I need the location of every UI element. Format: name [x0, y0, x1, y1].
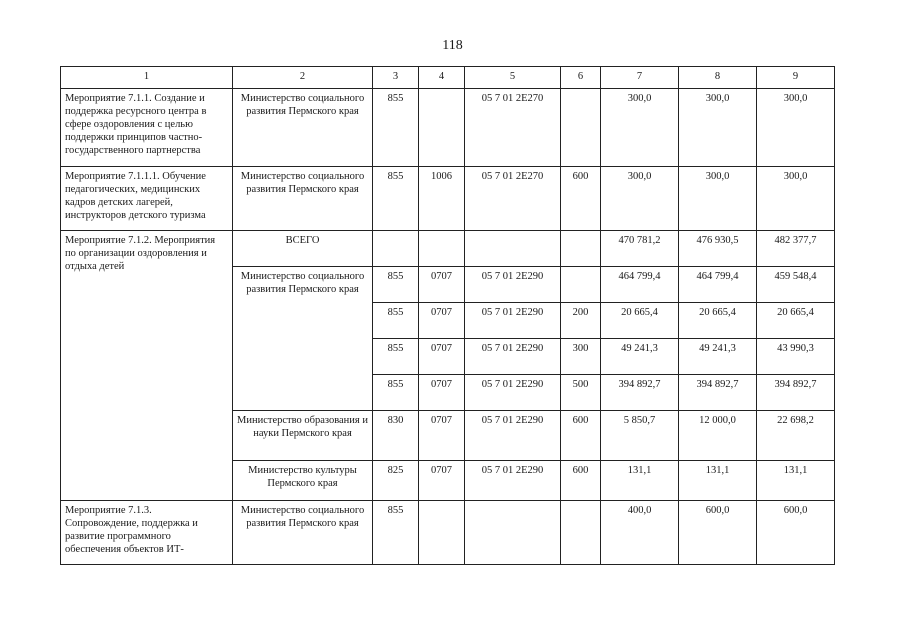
cell-c3: [373, 231, 419, 267]
column-header: 3: [373, 67, 419, 89]
cell-c8: 20 665,4: [679, 303, 757, 339]
cell-c7: 49 241,3: [601, 339, 679, 375]
cell-c6: [561, 267, 601, 303]
cell-c4: 0707: [419, 411, 465, 461]
budget-table: [60, 66, 835, 565]
cell-c3: 855: [373, 167, 419, 231]
cell-c7: 5 850,7: [601, 411, 679, 461]
cell-c8: 300,0: [679, 167, 757, 231]
cell-c8: 49 241,3: [679, 339, 757, 375]
cell-c7: 470 781,2: [601, 231, 679, 267]
cell-c9: 482 377,7: [757, 231, 835, 267]
cell-c6: 500: [561, 375, 601, 411]
cell-c7: 131,1: [601, 461, 679, 501]
cell-c6: [561, 231, 601, 267]
cell-c9: 22 698,2: [757, 411, 835, 461]
cell-c3: 825: [373, 461, 419, 501]
executor-cell: Министерство образования и науки Пермского края: [233, 411, 373, 461]
cell-c8: 464 799,4: [679, 267, 757, 303]
total-label: ВСЕГО: [233, 231, 373, 267]
cell-c6: [561, 89, 601, 167]
cell-c9: 459 548,4: [757, 267, 835, 303]
table-row: [61, 89, 835, 167]
cell-c7: 300,0: [601, 89, 679, 167]
cell-c3: 855: [373, 89, 419, 167]
cell-c3: 830: [373, 411, 419, 461]
cell-c5: 05 7 01 2Е290: [465, 411, 561, 461]
executor-cell: Министерство социального развития Пермского края: [233, 89, 373, 167]
cell-c7: 464 799,4: [601, 267, 679, 303]
cell-c3: 855: [373, 375, 419, 411]
cell-c7: 394 892,7: [601, 375, 679, 411]
cell-c9: 300,0: [757, 89, 835, 167]
cell-c8: 600,0: [679, 501, 757, 565]
cell-c6: [561, 501, 601, 565]
cell-c8: 300,0: [679, 89, 757, 167]
cell-c8: 394 892,7: [679, 375, 757, 411]
cell-c8: 476 930,5: [679, 231, 757, 267]
column-header: 1: [61, 67, 233, 89]
cell-c5: 05 7 01 2Е290: [465, 303, 561, 339]
cell-c4: 0707: [419, 375, 465, 411]
table-row: [61, 231, 835, 267]
column-header: 4: [419, 67, 465, 89]
measure-description: Мероприятие 7.1.2. Мероприятия по организации оздоровления и отдыха детей: [61, 231, 233, 501]
cell-c6: 200: [561, 303, 601, 339]
cell-c4: 1006: [419, 167, 465, 231]
cell-c3: 855: [373, 267, 419, 303]
cell-c5: 05 7 01 2Е290: [465, 267, 561, 303]
measure-description: Мероприятие 7.1.3. Сопровождение, поддержка и развитие программного обеспечения объектов ИТ-: [61, 501, 233, 565]
cell-c4: [419, 89, 465, 167]
cell-c4: [419, 501, 465, 565]
column-header: 6: [561, 67, 601, 89]
cell-c4: 0707: [419, 267, 465, 303]
cell-c9: 394 892,7: [757, 375, 835, 411]
cell-c5: 05 7 01 2Е290: [465, 461, 561, 501]
cell-c9: 131,1: [757, 461, 835, 501]
cell-c8: 131,1: [679, 461, 757, 501]
cell-c6: 600: [561, 461, 601, 501]
column-header: 5: [465, 67, 561, 89]
cell-c7: 300,0: [601, 167, 679, 231]
cell-c8: 12 000,0: [679, 411, 757, 461]
cell-c5: 05 7 01 2Е270: [465, 167, 561, 231]
table-row: [61, 501, 835, 565]
cell-c6: 600: [561, 411, 601, 461]
column-header: 7: [601, 67, 679, 89]
cell-c9: 600,0: [757, 501, 835, 565]
cell-c4: 0707: [419, 339, 465, 375]
measure-description: Мероприятие 7.1.1.1. Обучение педагогических, медицинских кадров детских лагерей, инструкторов детского туризма: [61, 167, 233, 231]
cell-c7: 400,0: [601, 501, 679, 565]
cell-c7: 20 665,4: [601, 303, 679, 339]
cell-c5: 05 7 01 2Е290: [465, 375, 561, 411]
measure-description: Мероприятие 7.1.1. Создание и поддержка ресурсного центра в сфере оздоровления с целью поддержки принципов частно-государственного партнерства: [61, 89, 233, 167]
cell-c9: 20 665,4: [757, 303, 835, 339]
page-number: 118: [442, 38, 463, 53]
executor-cell: Министерство социального развития Пермского края: [233, 167, 373, 231]
cell-c5: [465, 231, 561, 267]
executor-cell: Министерство социального развития Пермского края: [233, 501, 373, 565]
column-header: 9: [757, 67, 835, 89]
cell-c3: 855: [373, 339, 419, 375]
cell-c3: 855: [373, 501, 419, 565]
cell-c5: [465, 501, 561, 565]
column-header: 2: [233, 67, 373, 89]
executor-cell: Министерство культуры Пермского края: [233, 461, 373, 501]
table-row: [61, 167, 835, 231]
cell-c5: 05 7 01 2Е290: [465, 339, 561, 375]
cell-c9: 43 990,3: [757, 339, 835, 375]
cell-c4: [419, 231, 465, 267]
cell-c3: 855: [373, 303, 419, 339]
cell-c4: 0707: [419, 303, 465, 339]
cell-c5: 05 7 01 2Е270: [465, 89, 561, 167]
cell-c6: 300: [561, 339, 601, 375]
cell-c9: 300,0: [757, 167, 835, 231]
table-header-row: [61, 67, 835, 89]
executor-cell: Министерство социального развития Пермского края: [233, 267, 373, 411]
cell-c6: 600: [561, 167, 601, 231]
cell-c4: 0707: [419, 461, 465, 501]
column-header: 8: [679, 67, 757, 89]
